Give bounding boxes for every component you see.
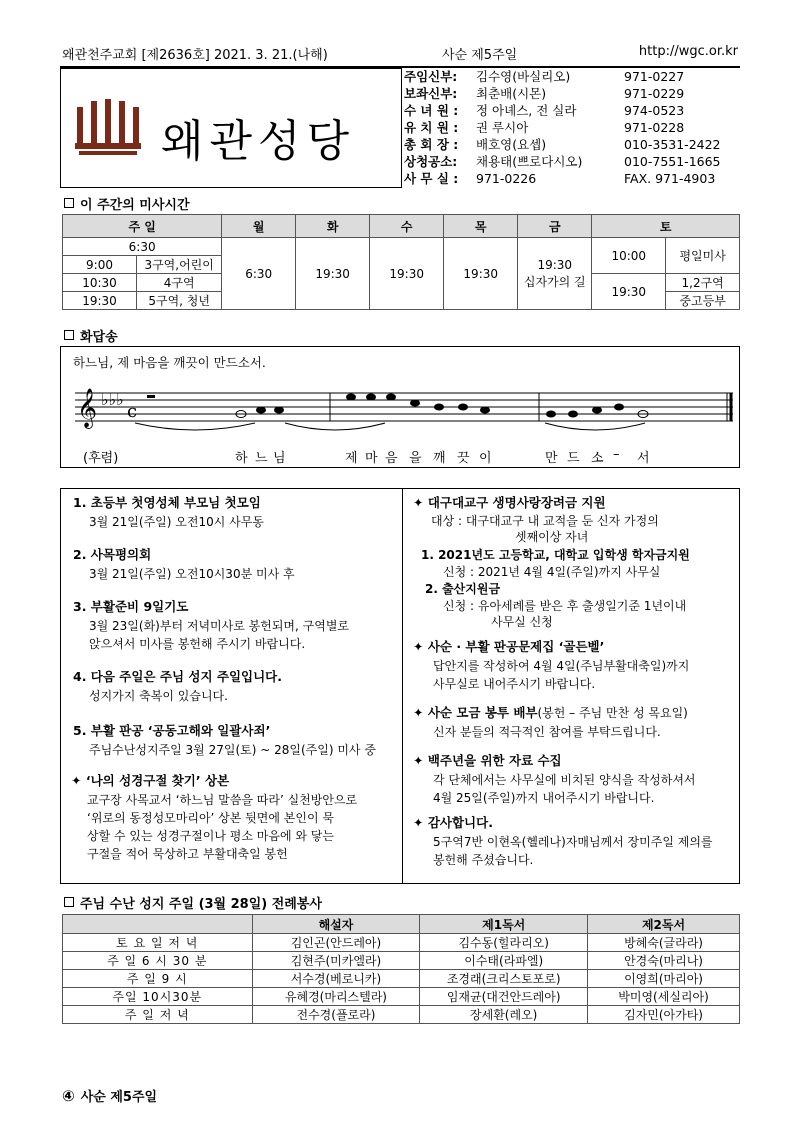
square-bullet-icon — [64, 198, 74, 208]
contact-row — [404, 68, 740, 85]
service-header: 제1독서 — [420, 915, 588, 934]
contact-role: 유 치 원 : — [404, 120, 459, 135]
contact-role: 총 회 장 : — [404, 137, 459, 152]
notice-title: 1. 초등부 첫영성체 부모님 첫모임 — [73, 495, 261, 510]
lyric-syllable: 드 — [567, 451, 580, 466]
saturday-morning-time: 10:00 — [592, 238, 666, 274]
contact-row — [404, 170, 740, 187]
lyric-syllable: – — [613, 447, 620, 462]
page-header — [62, 44, 738, 64]
contact-name: 채용태(쁘로다시오) — [476, 154, 583, 169]
notice-line: ‘위로의 동정성모마리아’ 상본 뒷면에 본인이 묵 — [87, 811, 334, 825]
psalm-music-staff — [65, 375, 735, 445]
sunday-desc: 5구역, 청년 — [137, 292, 222, 310]
scholarship-item-1-sub: 신청 : 2021년 4월 4일(주일)까지 사무실 — [443, 565, 661, 579]
contact-phone: 971-0229 — [624, 86, 685, 101]
contact-row — [404, 119, 740, 136]
square-bullet-icon — [64, 330, 74, 340]
service-table — [62, 914, 740, 1024]
notice-title: ✦ 사순 모금 봉투 배부(봉헌 – 주님 만찬 성 목요일) — [413, 705, 688, 720]
contact-phone: 010-7551-1665 — [624, 154, 721, 169]
friday-time: 19:30 십자가의 길 — [518, 238, 592, 310]
service-section-title: 주님 수난 성지 주일 (3월 28일) 전례봉사 — [64, 893, 322, 912]
scholarship-item-2-sub: 신청 : 유아세례를 받은 후 출생일기준 1년이내 — [443, 599, 687, 613]
issue-info: 왜관천주교회 [제2636호] 2021. 3. 21.(나해) — [62, 48, 328, 63]
notices-box — [60, 488, 740, 884]
tuesday-time: 19:30 — [296, 238, 370, 310]
notice-line: 성지가지 축복이 있습니다. — [89, 689, 228, 703]
lyric-syllable: 제 — [345, 451, 358, 466]
table-row — [63, 970, 740, 988]
service-cell: 김수동(힐라리오) — [420, 934, 588, 952]
notice-line: 교구장 사목교서 ‘하느님 말씀을 따라’ 실천방안으로 — [87, 793, 358, 807]
notice-title: ✦ 감사합니다. — [413, 815, 493, 830]
contact-name: 권 루시아 — [476, 120, 529, 135]
lyric-syllable: 느 — [255, 451, 268, 466]
lyric-syllable: 이 — [479, 451, 492, 466]
notice-line: 주님수난성지주일 3월 27일(토) ~ 28일(주일) 미사 중 — [89, 743, 376, 757]
contact-row — [404, 102, 740, 119]
contact-role: 수 녀 원 : — [404, 103, 459, 118]
service-cell: 김자민(아가타) — [588, 1006, 740, 1024]
website-url[interactable]: http://wgc.or.kr — [638, 44, 738, 59]
lyric-syllable: 을 — [409, 451, 422, 466]
notice-title: ✦ ‘나의 성경구절 찾기’ 상본 — [71, 773, 230, 788]
psalm-box — [60, 346, 740, 468]
sunday-time: 9:00 — [63, 256, 137, 274]
day-tuesday: 화 — [296, 215, 370, 238]
parish-logo-box — [60, 68, 402, 188]
psalm-section-title: 화답송 — [64, 326, 118, 345]
church-logo-icon — [75, 99, 145, 159]
day-thursday: 목 — [444, 215, 518, 238]
table-row — [63, 1006, 740, 1024]
contacts-list — [404, 68, 740, 187]
lyric-syllable: 소 — [591, 451, 604, 466]
scholarship-item-2: 2. 출산지원금 — [425, 582, 501, 596]
notice-line: 4월 25일(주일)까지 내어주시기 바랍니다. — [433, 791, 655, 805]
page-number: ④ — [62, 1087, 75, 1105]
page-footer — [62, 1086, 157, 1105]
lyric-syllable: 마 — [365, 451, 378, 466]
service-cell: 서수경(베로니카) — [252, 970, 420, 988]
day-wednesday: 수 — [370, 215, 444, 238]
service-cell: 박미영(세실리아) — [588, 988, 740, 1006]
table-row — [63, 988, 740, 1006]
day-sunday: 주 일 — [63, 215, 222, 238]
service-header: 제2독서 — [588, 915, 740, 934]
notice-line: 3월 23일(화)부터 저녁미사로 봉헌되며, 구역별로 — [89, 619, 349, 633]
service-cell: 안경숙(마리나) — [588, 952, 740, 970]
lyric-syllable: 음 — [385, 451, 398, 466]
contact-role: 주임신부: — [404, 69, 458, 84]
sunday-time: 10:30 — [63, 274, 137, 292]
svg-text:c: c — [127, 401, 138, 422]
service-cell: 이영희(마리아) — [588, 970, 740, 988]
table-row — [63, 934, 740, 952]
scholarship-item-1: 1. 2021년도 고등학교, 대학교 입학생 학자금지원 — [421, 548, 690, 562]
contact-row — [404, 153, 740, 170]
footer-day: 사순 제5주일 — [80, 1090, 158, 1105]
contact-phone: 971-0227 — [624, 69, 685, 84]
contact-name: 정 아녜스, 전 실라 — [476, 103, 577, 118]
saturday-evening-desc: 1,2구역 — [666, 274, 740, 292]
lyric-syllable: 깨 — [433, 451, 446, 466]
notice-title: ✦ 백주년을 위한 자료 수집 — [413, 753, 562, 768]
contact-role: 상청공소: — [404, 154, 458, 169]
notice-title: ✦ 사순 · 부활 판공문제집 ‘골든벨’ — [413, 639, 605, 654]
saturday-evening-time: 19:30 — [592, 274, 666, 310]
contact-role: 사 무 실 : — [404, 171, 459, 186]
service-header: 해설자 — [252, 915, 420, 934]
day-friday: 금 — [518, 215, 592, 238]
notice-line: 상할 수 있는 성경구절이나 평소 마음에 와 닿는 — [87, 829, 334, 843]
notice-title: 3. 부활준비 9일기도 — [73, 599, 189, 614]
lyric-syllable: 님 — [273, 451, 286, 466]
notice-line: 신자 분들의 적극적인 참여를 부탁드립니다. — [433, 725, 661, 739]
notice-line: 3월 21일(주일) 오전10시 사무동 — [89, 515, 264, 529]
mass-section-title: 이 주간의 미사시간 — [64, 194, 190, 213]
contact-phone: 010-3531-2422 — [624, 137, 721, 152]
parish-name: 왜관성당 — [161, 116, 356, 167]
saturday-youth-desc: 중고등부 — [666, 292, 740, 310]
service-cell: 주 일 9 시 — [63, 970, 253, 988]
contact-row — [404, 136, 740, 153]
service-cell: 조경래(크리스토포로) — [420, 970, 588, 988]
notice-title: 5. 부활 판공 ‘공동고해와 일괄사죄’ — [73, 723, 271, 738]
notice-line: 봉헌해 주셨습니다. — [433, 853, 534, 867]
svg-text:♭♭♭: ♭♭♭ — [101, 390, 124, 409]
service-header — [63, 915, 253, 934]
service-cell: 임재균(대건안드레아) — [420, 988, 588, 1006]
wednesday-time: 19:30 — [370, 238, 444, 310]
contact-phone: 974-0523 — [624, 103, 685, 118]
service-cell: 주 일 6 시 30 분 — [63, 952, 253, 970]
scholarship-target: 대상 : 대구대교구 내 교적을 둔 신자 가정의 — [431, 514, 659, 528]
square-bullet-icon — [64, 897, 74, 907]
scholarship-item-2-sub-2: 사무실 신청 — [491, 615, 553, 629]
service-cell: 방혜숙(글라라) — [588, 934, 740, 952]
service-cell: 김현주(미카엘라) — [252, 952, 420, 970]
notice-line: 앉으셔서 미사를 봉헌해 주시기 바랍니다. — [89, 637, 306, 651]
notice-line: 답안지를 작성하여 4월 4일(주님부활대축일)까지 — [433, 659, 690, 673]
notice-title: 4. 다음 주일은 주님 성지 주일입니다. — [73, 669, 283, 684]
service-cell: 주일 10시30분 — [63, 988, 253, 1006]
notice-line: 5구역7반 이현옥(헬레나)자매님께서 장미주일 제의를 — [433, 835, 713, 849]
svg-text:𝄞: 𝄞 — [77, 388, 98, 428]
monday-time: 6:30 — [222, 238, 296, 310]
notices-left-column — [61, 489, 401, 883]
table-row — [63, 952, 740, 970]
service-cell: 장세환(레오) — [420, 1006, 588, 1024]
psalm-lyrics — [61, 447, 741, 465]
scholarship-target-2: 셋째이상 자녀 — [515, 530, 589, 544]
lyric-syllable: 만 — [545, 451, 558, 466]
mass-schedule-table — [62, 214, 740, 310]
sunday-desc: 3구역,어린이 — [137, 256, 222, 274]
sunday-time: 19:30 — [63, 292, 137, 310]
day-saturday: 토 — [592, 215, 740, 238]
thursday-time: 19:30 — [444, 238, 518, 310]
lyric-syllable: 서 — [637, 451, 650, 466]
contact-name: 최춘배(시몬) — [476, 86, 547, 101]
contact-role: 보좌신부: — [404, 86, 458, 101]
service-cell: 주 일 저 녁 — [63, 1006, 253, 1024]
contact-phone: FAX. 971-4903 — [624, 171, 716, 186]
service-cell: 김인곤(안드레아) — [252, 934, 420, 952]
service-cell: 이수태(라파엘) — [420, 952, 588, 970]
notice-title: 2. 사목평의회 — [73, 547, 152, 562]
liturgical-day: 사순 제5주일 — [442, 48, 518, 63]
saturday-morning-desc: 평일미사 — [666, 238, 740, 274]
service-cell: 토 요 일 저 녁 — [63, 934, 253, 952]
notices-right-column — [403, 489, 741, 883]
notice-line: 3월 21일(주일) 오전10시30분 미사 후 — [89, 567, 295, 581]
notice-line: 사무실로 내어주시기 바랍니다. — [433, 677, 596, 691]
lyric-syllable: 끗 — [457, 451, 470, 466]
contact-name: 김수영(바실리오) — [476, 69, 571, 84]
psalm-refrain: (후렴) — [83, 451, 119, 466]
contact-name: 971-0226 — [476, 171, 537, 186]
contact-name: 배호영(요셉) — [476, 137, 547, 152]
contact-row — [404, 85, 740, 102]
notice-line: 각 단체에서는 사무실에 비치된 양식을 작성하셔서 — [433, 773, 696, 787]
day-monday: 월 — [222, 215, 296, 238]
service-cell: 전수경(플로라) — [252, 1006, 420, 1024]
notice-line: 구절을 적어 묵상하고 부활대축일 봉헌 — [87, 847, 288, 861]
psalm-verse: 하느님, 제 마음을 깨끗이 만드소서. — [73, 355, 266, 370]
service-cell: 유혜경(마리스텔라) — [252, 988, 420, 1006]
scholarship-title: ✦ 대구대교구 생명사랑장려금 지원 — [413, 495, 606, 510]
sunday-early-time: 6:30 — [63, 238, 222, 256]
contact-phone: 971-0228 — [624, 120, 685, 135]
lyric-syllable: 하 — [235, 451, 248, 466]
sunday-desc: 4구역 — [137, 274, 222, 292]
